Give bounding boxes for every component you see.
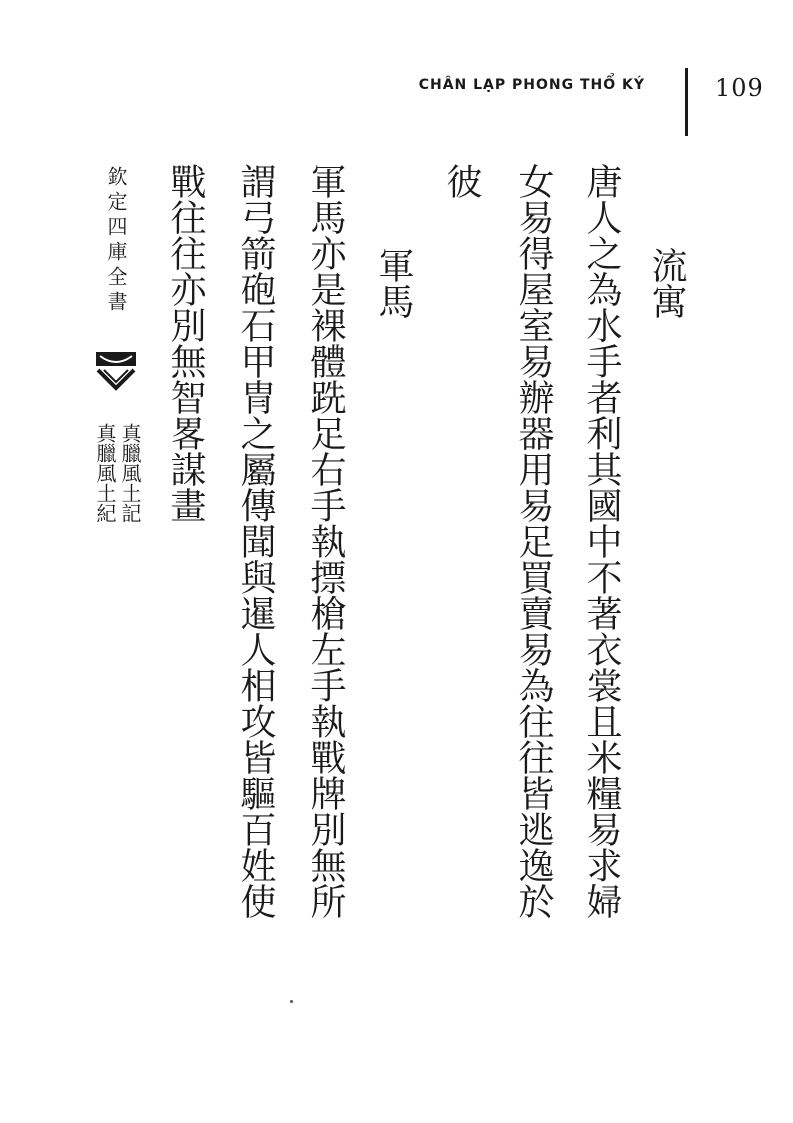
header-divider — [685, 68, 688, 136]
fishtail-emblem-icon — [94, 350, 138, 394]
page-number: 109 — [715, 74, 764, 102]
margin-book-title-right: 真臘風土記 — [118, 423, 142, 523]
margin-book-title-left: 真臘風土紀 — [93, 423, 117, 523]
stray-mark — [290, 1000, 293, 1003]
text-column-6: 戰往往亦別無智畧謀畫 — [165, 163, 206, 523]
text-column-3: 彼 — [441, 163, 482, 199]
margin-series-title: 欽定四庫全書 — [104, 166, 128, 316]
section-heading-liuyu: 流寓 — [646, 247, 687, 319]
text-column-1: 唐人之為水手者利其國中不著衣裳且米糧易求婦 — [581, 163, 622, 919]
text-column-4: 軍馬亦是裸體跣足右手執摽槍左手執戰牌別無所 — [305, 163, 346, 919]
text-column-5: 謂弓箭砲石甲冑之屬傳聞與暹人相攻皆驅百姓使 — [235, 163, 276, 919]
section-heading-junma: 軍馬 — [373, 247, 414, 319]
text-column-2: 女易得屋室易辦器用易足買賣易為往往皆逃逸於 — [513, 163, 554, 919]
running-header-title: CHÂN LẠP PHONG THỔ KÝ — [418, 77, 645, 93]
